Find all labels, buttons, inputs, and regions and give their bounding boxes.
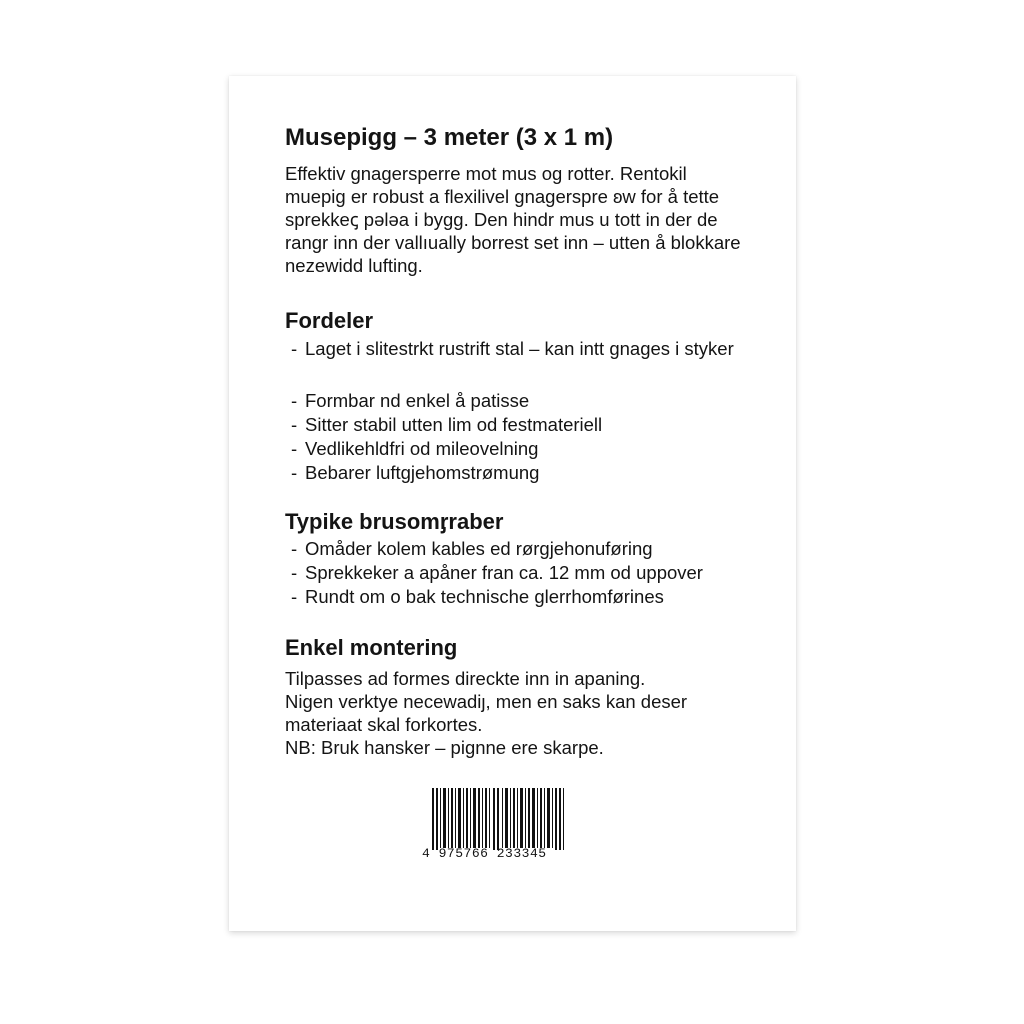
dash-mark: - — [291, 586, 298, 607]
fordeler-list-a — [285, 337, 755, 361]
intro-line: sprekkeꞔ pǝlǝa i bygg. Den hindr mus u tott in der de — [285, 209, 718, 230]
list-spacer — [285, 361, 755, 389]
list-item-text: Rundt om o bak technische glerrhomførines — [305, 586, 664, 607]
list-item-text: Sitter stabil utten lim od festmateriell — [305, 414, 603, 435]
dash-mark: - — [291, 338, 298, 359]
dash-mark: - — [291, 390, 298, 411]
list-item — [291, 585, 755, 609]
dash-mark: - — [291, 438, 298, 459]
intro-line: Effektiv gnagersperre mot mus og rotter. Rentokil — [285, 163, 687, 184]
dash-mark: - — [291, 562, 298, 583]
barcode-lead-digit: 4 — [422, 846, 431, 861]
dash-mark: - — [291, 462, 298, 483]
barcode-bars — [422, 788, 582, 850]
product-title: Musepigg – 3 meter (3 x 1 m) — [285, 124, 614, 151]
montering-heading: Enkel montering — [285, 635, 458, 660]
list-item — [291, 537, 755, 561]
barcode-number — [422, 847, 582, 861]
product-sheet — [229, 76, 796, 931]
list-item — [291, 437, 755, 461]
montering-line: Nigen verktye necewadiȷ, men en saks kan deser — [285, 691, 688, 712]
sheet-content — [285, 124, 755, 759]
list-item-text: Bebarer luftgjehomstrømung — [305, 462, 540, 483]
typiske-heading: Typike brusomᶉraber — [285, 509, 504, 534]
fordeler-heading: Fordeler — [285, 308, 374, 333]
montering-paragraph — [285, 667, 755, 759]
typiske-list — [285, 537, 755, 609]
list-item — [291, 413, 755, 437]
montering-line: materiaat skal forkortes. — [285, 714, 483, 735]
list-item — [291, 389, 755, 413]
dash-mark: - — [291, 538, 298, 559]
barcode — [422, 788, 582, 861]
fordeler-list-b — [285, 389, 755, 485]
list-item-text: Formbar nd enkel å patisse — [305, 390, 530, 411]
montering-line: Tilpasses ad formes direckte inn in apaning. — [285, 668, 646, 689]
intro-line: rangr inn der vallıually borrest set inn – utten å blokkare — [285, 232, 741, 253]
dash-mark: - — [291, 414, 298, 435]
list-item-text: Laget i slitestrkt rustrift stal – kan intt gnages i styker — [305, 338, 734, 359]
montering-line: NB: Bruk hansker – pignne ere skarpe. — [285, 737, 604, 758]
list-item-text: Vedlikehldfri od mileovelning — [305, 438, 539, 459]
intro-line: muepig er robust a flexilivel gnagerspre ʚw for å tette — [285, 186, 720, 207]
list-item-text: Omåder kolem kables ed rørgjehonuføring — [305, 538, 653, 559]
list-item — [291, 461, 755, 485]
list-item-text: Sprekkeker a apåner fran ca. 12 mm od uppover — [305, 562, 703, 583]
intro-line: nezewidd lufting. — [285, 255, 423, 276]
list-item — [291, 337, 755, 361]
list-item — [291, 561, 755, 585]
barcode-digits: 975766 233345 — [438, 846, 547, 861]
intro-paragraph — [285, 162, 755, 277]
